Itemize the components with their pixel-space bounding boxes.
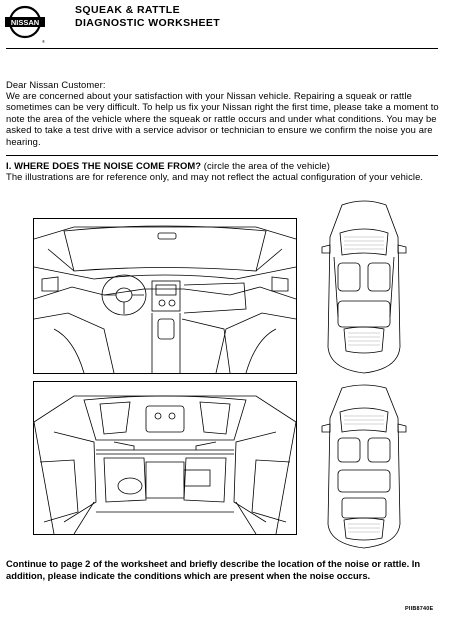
intro-paragraph: We are concerned about your satisfaction with your Nissan vehicle. Repairing a squeak or rattle sometimes can be very difficult. To help us fix your Nissan right the first time, please take a moment to note the area of the vehicle where the squeak or rattle occurs and under what conditions. You may be asked to take a test drive with a service advisor or technician to ensure we confirm the noise you are hearing. [6,90,439,147]
section1-instruction: (circle the area of the vehicle) [201,160,330,171]
page-title [75,4,220,29]
svg-text:®: ® [42,39,45,44]
section1 [6,160,442,183]
top-view-car-rear-seats[interactable] [318,382,410,550]
section-divider [6,155,438,156]
nissan-logo [4,3,46,45]
figure-code: PIIB8740E [405,606,434,612]
title-line1: SQUEAK & RATTLE [75,4,180,16]
section1-heading: I. WHERE DOES THE NOISE COME FROM? [6,160,202,171]
dashboard-illustration[interactable] [33,218,297,374]
logo-text: NISSAN [10,18,40,27]
greeting: Dear Nissan Customer: [6,79,106,90]
top-view-car-front-seats[interactable] [318,197,410,377]
title-line2: DIAGNOSTIC WORKSHEET [75,16,221,29]
cargo-interior-illustration[interactable] [33,381,297,535]
section1-note: The illustrations are for reference only, and may not reflect the actual configuration of your vehicle. [6,171,424,183]
footer-instructions: Continue to page 2 of the worksheet and briefly describe the location of the noise or rattle. In addition, please indicate the conditions which are present when the noise occurs. [6,558,421,581]
header-divider [6,48,438,49]
